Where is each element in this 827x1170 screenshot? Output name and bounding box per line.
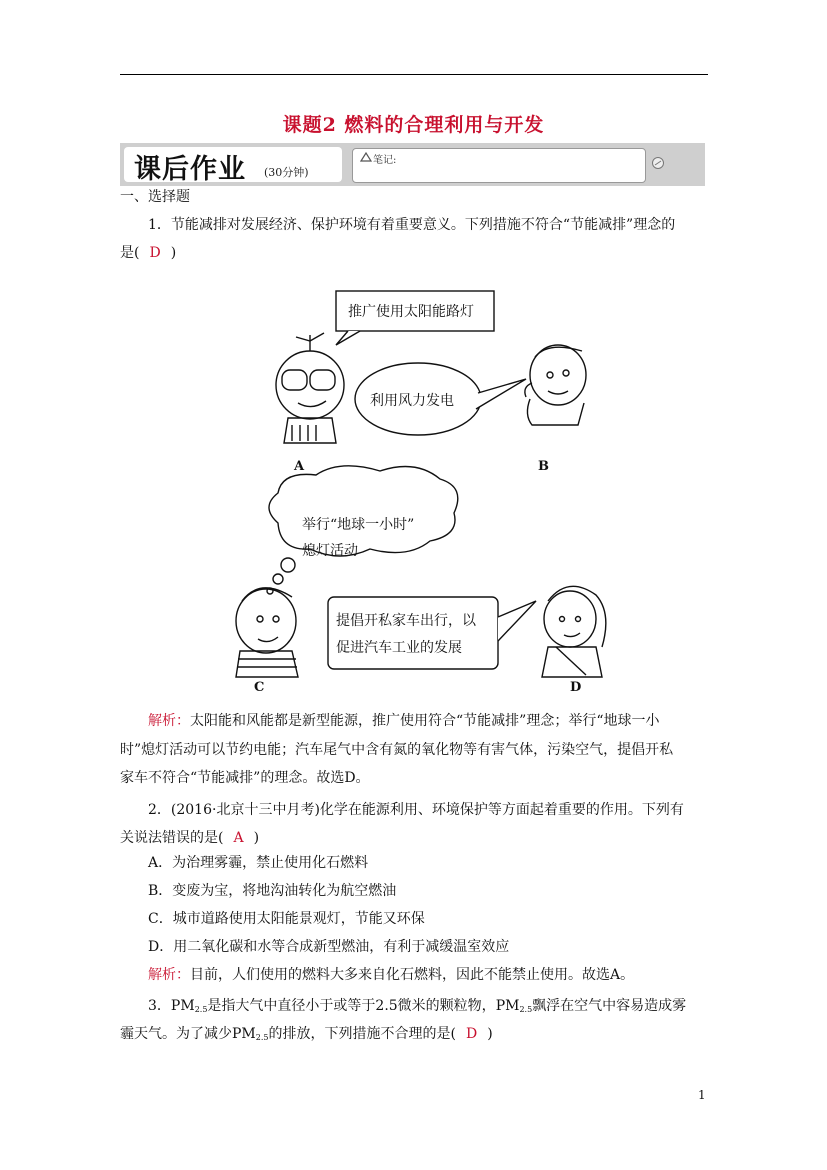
homework-time: (30分钟)	[264, 166, 309, 179]
q1-analysis-line2: 时”熄灯活动可以节约电能；汽车尾气中含有氮的氧化物等有害气体，污染空气，提倡开私	[120, 742, 674, 758]
q1-stem-line1: 1．节能减排对发展经济、保护环境有着重要意义。下列措施不符合“节能减排”理念的	[148, 217, 676, 233]
q3-answer: D	[465, 1026, 478, 1042]
bubble-c-text-line1: 举行“地球一小时”	[302, 517, 415, 533]
notes-label: 笔记:	[373, 155, 397, 166]
q2-stem-line1: 2．(2016·北京十三中月考)化学在能源利用、环境保护等方面起着重要的作用。下列有	[148, 802, 684, 818]
analysis-label: 解析：	[148, 713, 190, 729]
character-c-icon	[236, 588, 298, 677]
q1-stem-line2: 是( D )	[120, 245, 177, 261]
q2-option-d: D．用二氧化碳和水等合成新型燃油，有利于减缓温室效应	[148, 939, 510, 955]
bubble-a-text: 推广使用太阳能路灯	[348, 304, 474, 320]
figure-label-c: C	[254, 680, 265, 695]
bubble-b-text: 利用风力发电	[370, 393, 454, 409]
character-b-icon	[525, 345, 586, 425]
page-title: 课题2 燃料的合理利用与开发	[282, 114, 545, 136]
q2-stem-line2: 关说法错误的是( A )	[120, 830, 260, 846]
figure-label-a: A	[294, 459, 305, 474]
bubble-d-box	[328, 597, 498, 669]
homework-label: 课后作业	[134, 154, 246, 185]
q1-analysis-line1: 解析：太阳能和风能都是新型能源，推广使用符合“节能减排”理念；举行“地球一小	[148, 713, 660, 729]
figure-label-b: B	[538, 459, 549, 474]
section-heading: 一、选择题	[120, 189, 190, 205]
q1-answer: D	[149, 245, 161, 261]
character-d-icon	[542, 586, 606, 677]
figure-label-d: D	[570, 680, 582, 695]
q1-analysis-line3: 家车不符合“节能减排”的理念。故选D。	[120, 770, 370, 786]
bubble-c-cloud	[269, 466, 458, 556]
bubble-d-text-line1: 提倡开私家车出行，以	[336, 613, 476, 629]
pin-icon[interactable]	[651, 156, 665, 170]
cartoon-figure	[230, 275, 610, 695]
page-number: 1	[698, 1088, 706, 1102]
q2-answer: A	[233, 830, 244, 846]
q3-stem-line1: 3．$PM_{2.5}$是指大气中直径小于或等于2.5微米的颗粒物，$PM_{2.5}$飘浮在空气中容易造成雾	[148, 998, 687, 1014]
analysis-label: 解析：	[148, 967, 190, 983]
character-a-icon	[276, 333, 344, 443]
q2-option-b: B．变废为宝，将地沟油转化为航空燃油	[148, 883, 397, 899]
q3-stem-line2: 霾天气。为了减少$PM_{2.5}$的排放，下列措施不合理的是( D )	[120, 1026, 493, 1042]
bubble-d-text-line2: 促进汽车工业的发展	[336, 640, 462, 656]
bubble-c-text-line2: 熄灯活动	[302, 543, 358, 559]
q2-option-c: C．城市道路使用太阳能景观灯，节能又环保	[148, 911, 425, 927]
notes-icon	[360, 152, 372, 162]
header-rule	[120, 74, 708, 75]
q2-option-a: A．为治理雾霾，禁止使用化石燃料	[148, 855, 369, 871]
q2-analysis: 解析：目前，人们使用的燃料大多来自化石燃料，因此不能禁止使用。故选A。	[148, 967, 635, 983]
